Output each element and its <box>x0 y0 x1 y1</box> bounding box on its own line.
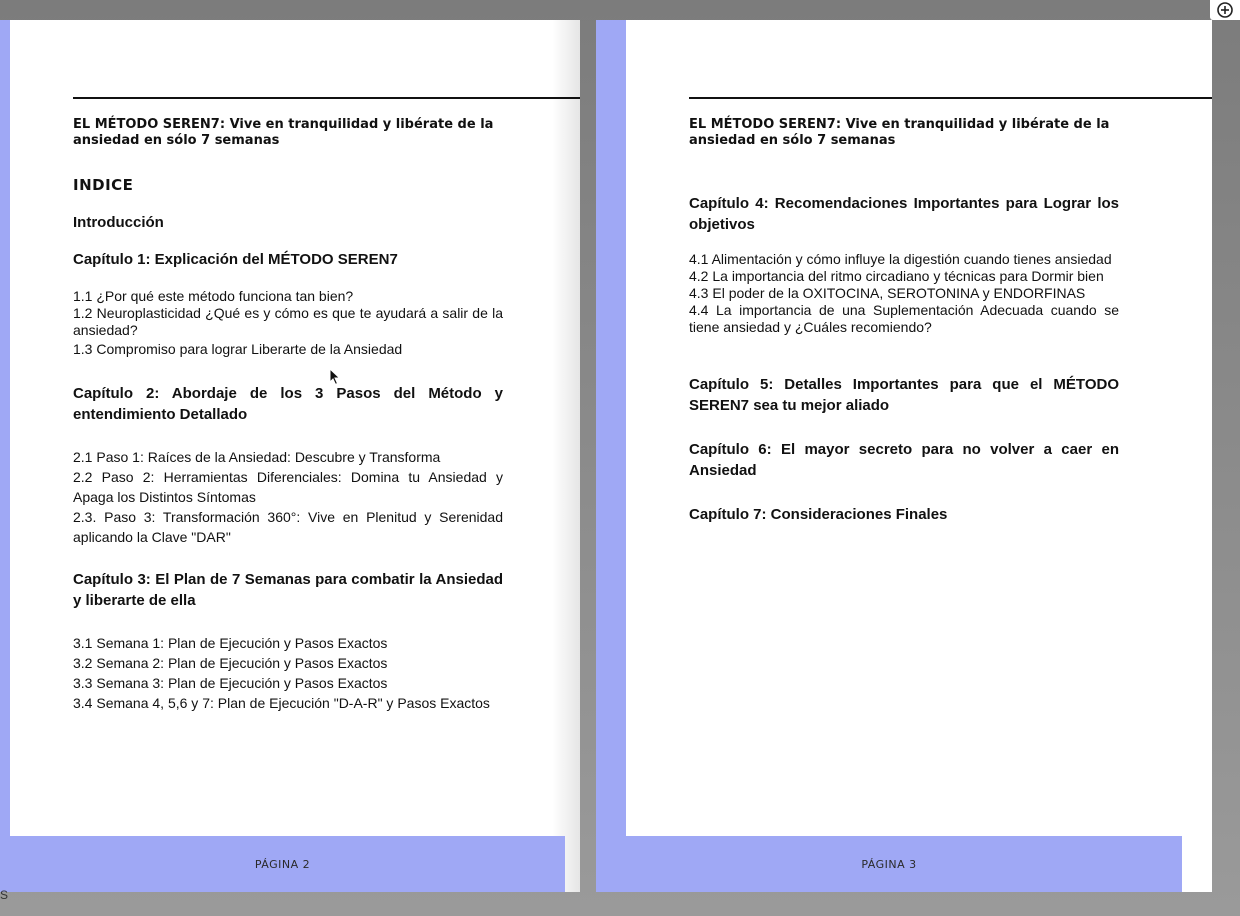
page-footer <box>0 836 565 892</box>
page-number: PÁGINA 2 <box>254 857 311 871</box>
toc-item: 2.2 Paso 2: Herramientas Diferenciales: Domina tu Ansiedad y Apaga los Distintos Síntomas <box>73 469 503 505</box>
toc-chapter-2: Capítulo 2: Abordaje de los 3 Pasos del Método y entendimiento Detallado <box>73 385 503 423</box>
zoom-in-icon <box>1216 1 1234 19</box>
toc-item: 2.3. Paso 3: Transformación 360°: Vive en Plenitud y Serenidad aplicando la Clave "DAR" <box>73 509 503 545</box>
header-rule <box>689 97 1212 99</box>
zoom-in-button[interactable] <box>1210 0 1240 20</box>
status-text: S <box>0 888 9 902</box>
index-title: INDICE <box>73 176 134 194</box>
toc-item: 4.1 Alimentación y cómo influye la digestión cuando tienes ansiedad <box>689 251 1112 267</box>
toc-chapter-1: Capítulo 1: Explicación del MÉTODO SEREN7 <box>73 251 398 268</box>
header-rule <box>73 97 580 99</box>
book-title-header: EL MÉTODO SEREN7: Vive en tranquilidad y libérate de la ansiedad en sólo 7 semanas <box>689 117 1110 148</box>
toc-chapter-5: Capítulo 5: Detalles Importantes para que el MÉTODO SEREN7 sea tu mejor aliado <box>689 376 1119 414</box>
toc-chapter-3: Capítulo 3: El Plan de 7 Semanas para combatir la Ansiedad y liberarte de ella <box>73 571 503 609</box>
table-of-contents <box>73 170 503 713</box>
page-2 <box>0 20 580 892</box>
mouse-pointer-icon <box>329 368 341 391</box>
toc-item: 1.3 Compromiso para lograr Liberarte de la Ansiedad <box>73 341 403 357</box>
toc-chapter-4: Capítulo 4: Recomendaciones Importantes para Lograr los objetivos <box>689 195 1119 233</box>
toc-item: 4.4 La importancia de una Suplementación Adecuada cuando se tiene ansiedad y ¿Cuáles recomiendo? <box>689 302 1119 335</box>
toc-introduction: Introducción <box>73 214 164 231</box>
book-title-header: EL MÉTODO SEREN7: Vive en tranquilidad y libérate de la ansiedad en sólo 7 semanas <box>73 117 494 148</box>
toc-item: 3.1 Semana 1: Plan de Ejecución y Pasos Exactos <box>73 635 388 651</box>
toc-item: 3.3 Semana 3: Plan de Ejecución y Pasos Exactos <box>73 675 388 691</box>
toc-item: 3.4 Semana 4, 5,6 y 7: Plan de Ejecución "D-A-R" y Pasos Exactos <box>73 695 490 711</box>
page-color-band <box>0 20 10 892</box>
toc-chapter-6: Capítulo 6: El mayor secreto para no volver a caer en Ansiedad <box>689 441 1119 479</box>
toc-chapter-7: Capítulo 7: Consideraciones Finales <box>689 506 948 523</box>
toc-item: 1.2 Neuroplasticidad ¿Qué es y cómo es que te ayudará a salir de la ansiedad? <box>73 305 503 338</box>
page-3 <box>596 20 1212 892</box>
toc-item: 1.1 ¿Por qué este método funciona tan bien? <box>73 288 354 304</box>
page-spine-shadow <box>552 20 580 892</box>
toc-item: 3.2 Semana 2: Plan de Ejecución y Pasos Exactos <box>73 655 388 671</box>
page-color-band <box>596 20 626 892</box>
page-number: PÁGINA 3 <box>861 857 917 871</box>
toc-item: 4.2 La importancia del ritmo circadiano y técnicas para Dormir bien <box>689 268 1104 284</box>
page-footer <box>596 836 1182 892</box>
table-of-contents-continued <box>689 193 1119 525</box>
toc-item: 4.3 El poder de la OXITOCINA, SEROTONINA y ENDORFINAS <box>689 285 1086 301</box>
toc-item: 2.1 Paso 1: Raíces de la Ansiedad: Descubre y Transforma <box>73 449 441 465</box>
